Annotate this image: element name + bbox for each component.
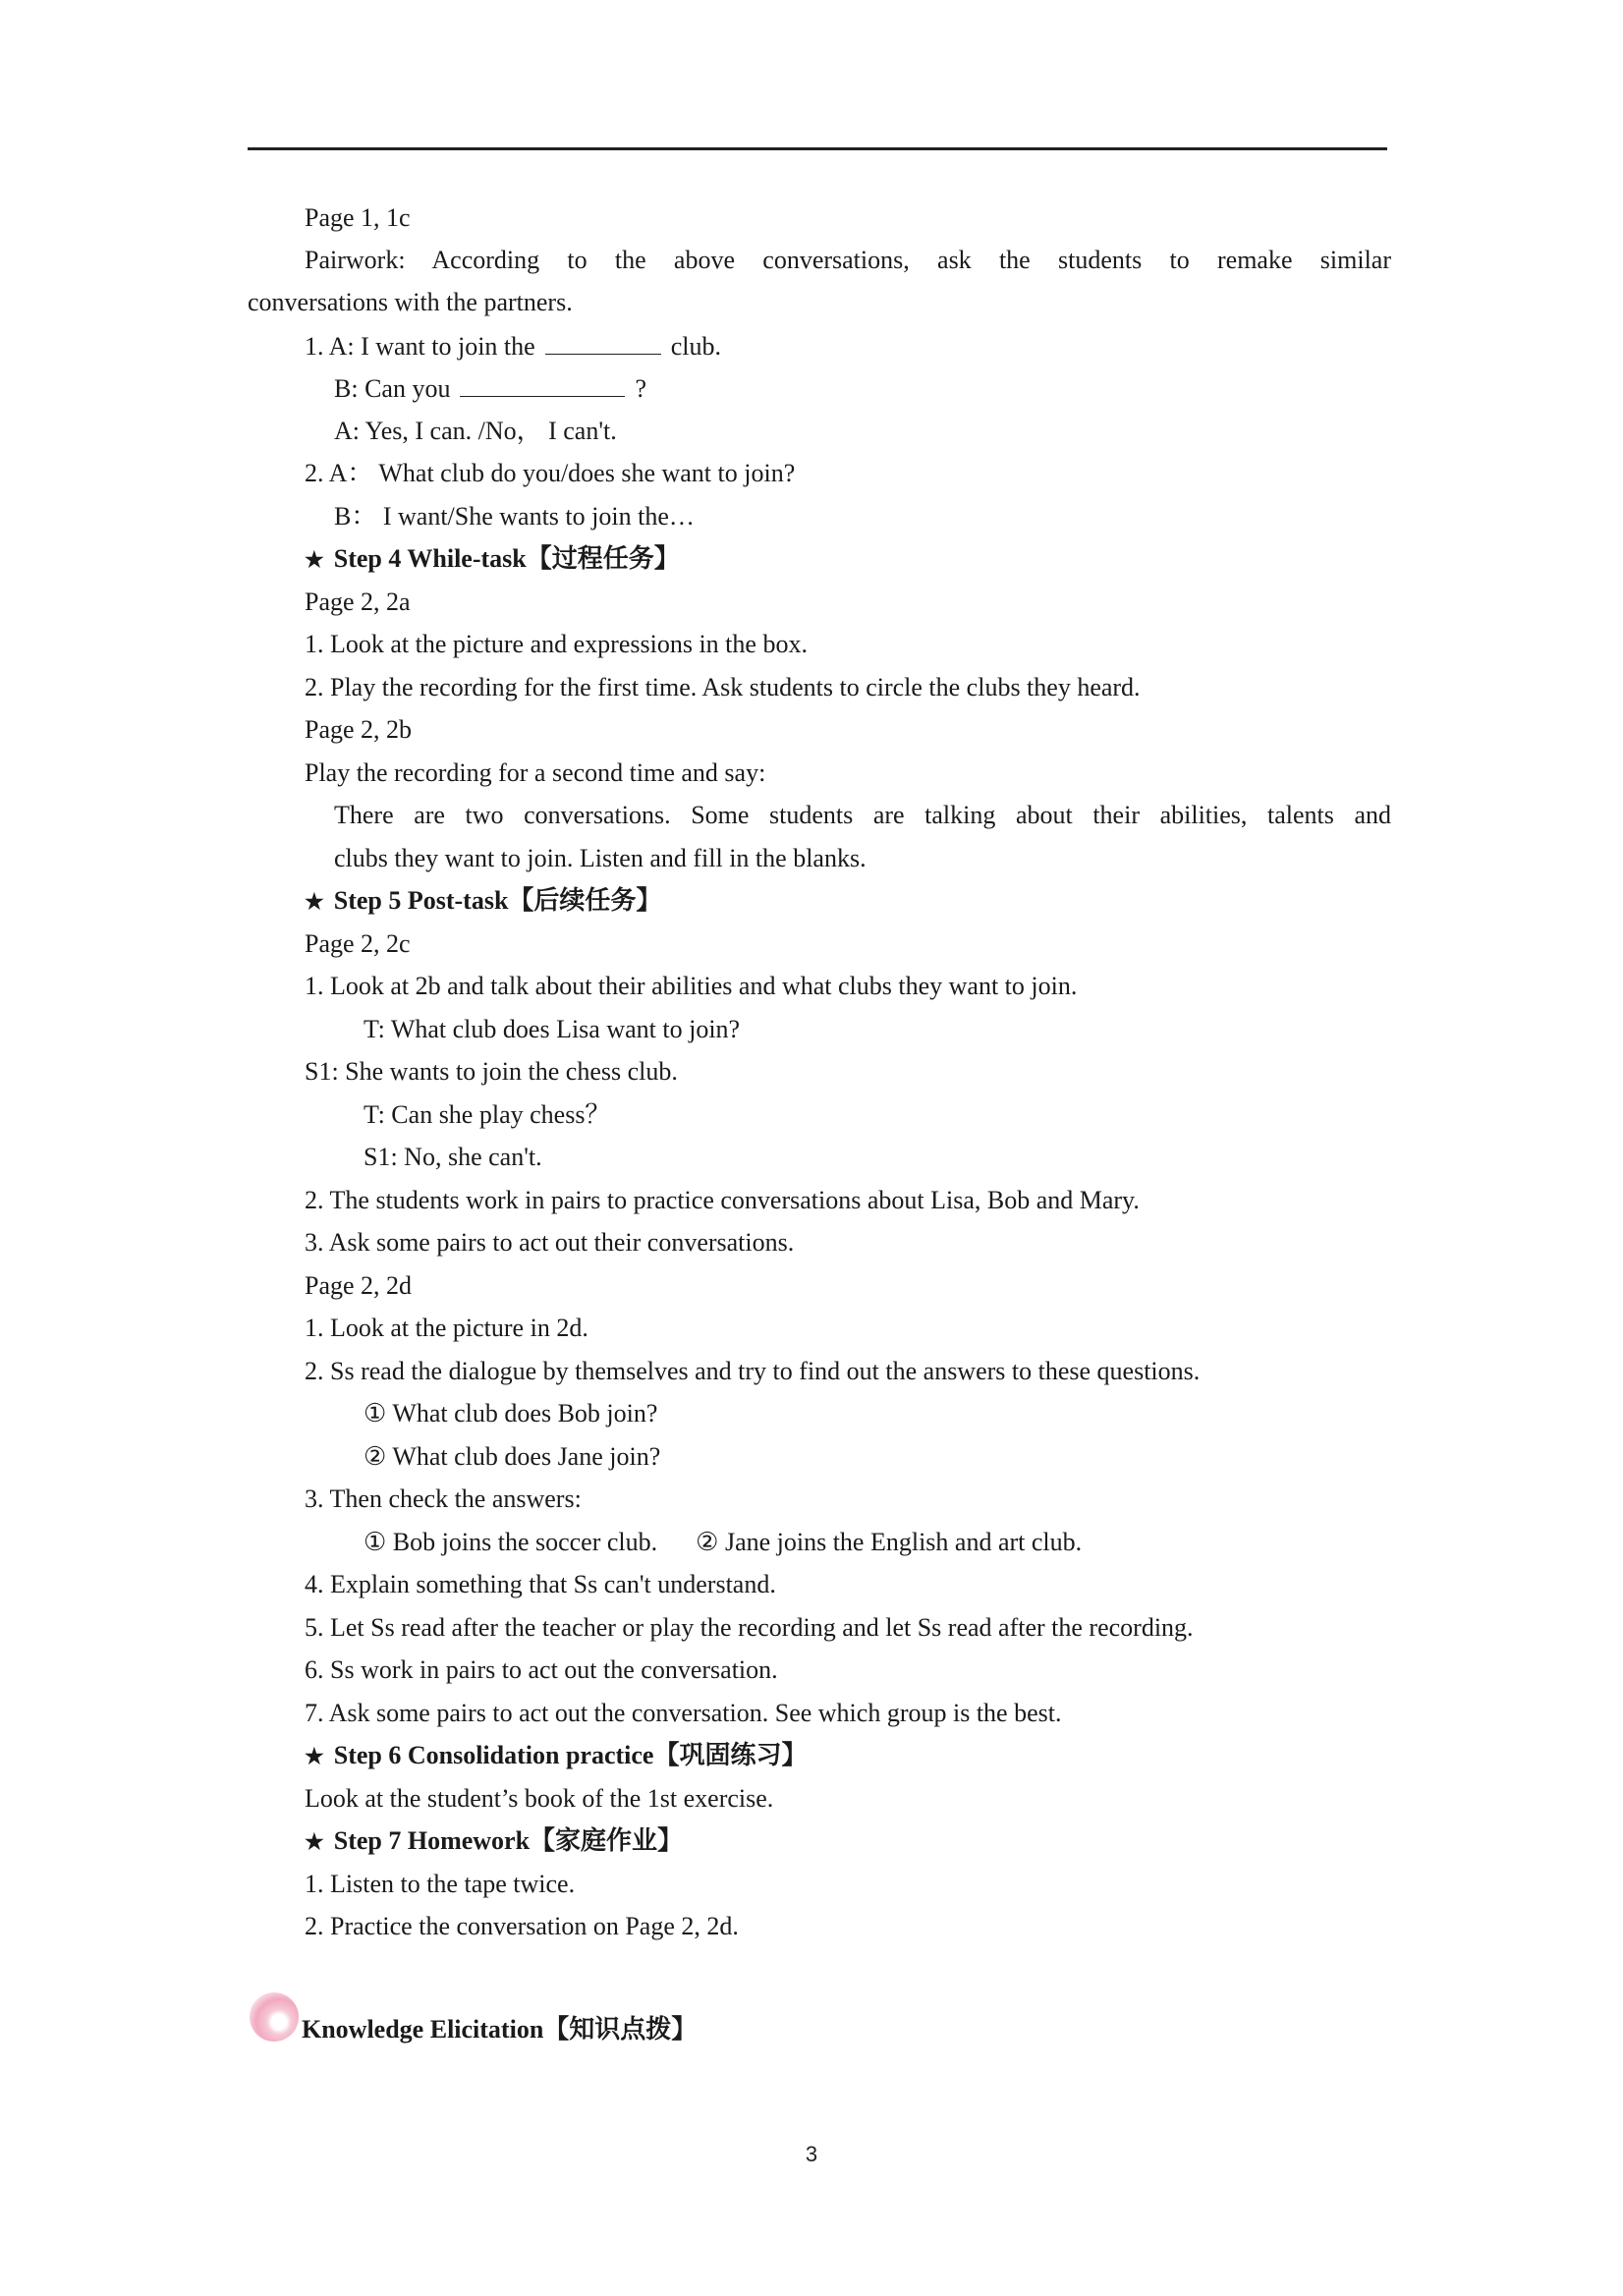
- question-item: ① What club does Bob join?: [364, 1399, 658, 1428]
- step4-title: Step 4 While-task【过程任务】: [333, 544, 680, 573]
- step7-heading: [305, 1825, 683, 1858]
- list-item: clubs they want to join. Listen and fill in the blanks.: [334, 844, 867, 872]
- conv1-b-end: ?: [635, 374, 646, 403]
- conv1-b: [334, 372, 646, 405]
- conv2-a: 2. A： What club do you/does she want to join?: [305, 459, 796, 487]
- pairwork-line-1: Pairwork: According to the above conversations, ask the students to remake similar: [305, 246, 1391, 274]
- conv2-b: B： I want/She wants to join the…: [334, 502, 695, 531]
- dialogue-line: S1: No, she can't.: [364, 1143, 542, 1171]
- step6-heading: [305, 1740, 807, 1772]
- list-item: 1. Look at the picture in 2d.: [305, 1314, 588, 1342]
- list-item: 1. Look at the picture and expressions in the box.: [305, 630, 808, 658]
- page-ref-1c: Page 1, 1c: [305, 203, 411, 232]
- list-item: 4. Explain something that Ss can't understand.: [305, 1570, 776, 1598]
- step4-heading: [305, 543, 680, 576]
- page-ref-2a: Page 2, 2a: [305, 588, 411, 616]
- conv1-a2: A: Yes, I can. /No， I can't.: [334, 417, 617, 445]
- list-item: There are two conversations. Some students are talking about their abilities, talents and: [334, 801, 1391, 829]
- fill-blank: [460, 372, 625, 397]
- dialogue-line: S1: She wants to join the chess club.: [305, 1057, 678, 1086]
- list-item: Look at the student’s book of the 1st exercise.: [305, 1784, 774, 1813]
- step6-title: Step 6 Consolidation practice【巩固练习】: [333, 1741, 808, 1769]
- question-item: ② What club does Jane join?: [364, 1442, 661, 1471]
- list-item: 2. Practice the conversation on Page 2, 2d.: [305, 1912, 739, 1940]
- star-icon: ★: [305, 1829, 324, 1854]
- pairwork-line-2: conversations with the partners.: [248, 288, 573, 316]
- knowledge-heading: Knowledge Elicitation【知识点拨】: [302, 2015, 698, 2044]
- conv1-a-end: club.: [670, 332, 721, 361]
- conv1-a-text: 1. A: I want to join the: [305, 332, 535, 361]
- conv1-a: [305, 330, 721, 363]
- step5-heading: [305, 885, 661, 918]
- flower-icon: [250, 1992, 299, 2042]
- page-ref-2d: Page 2, 2d: [305, 1271, 413, 1300]
- list-item: 6. Ss work in pairs to act out the conversation.: [305, 1655, 778, 1684]
- step5-title: Step 5 Post-task【后续任务】: [333, 886, 662, 915]
- list-item: Play the recording for a second time and say:: [305, 758, 766, 787]
- list-item: 1. Look at 2b and talk about their abilities and what clubs they want to join.: [305, 972, 1078, 1000]
- page-ref-2b: Page 2, 2b: [305, 715, 413, 744]
- star-icon: ★: [305, 889, 324, 914]
- header-rule: [248, 147, 1387, 150]
- fill-blank: [545, 330, 661, 355]
- list-item: 3. Then check the answers:: [305, 1484, 582, 1513]
- list-item: 7. Ask some pairs to act out the conversation. See which group is the best.: [305, 1699, 1062, 1727]
- list-item: 3. Ask some pairs to act out their conversations.: [305, 1228, 795, 1257]
- answer-line: ① Bob joins the soccer club. ② Jane joins the English and art club.: [364, 1528, 1083, 1556]
- step7-title: Step 7 Homework【家庭作业】: [333, 1826, 684, 1855]
- dialogue-line: T: Can she play chess？: [364, 1100, 611, 1129]
- list-item: 2. Ss read the dialogue by themselves and try to find out the answers to these questions.: [305, 1357, 1201, 1385]
- list-item: 2. Play the recording for the first time. Ask students to circle the clubs they heard.: [305, 673, 1141, 701]
- star-icon: ★: [305, 1744, 324, 1768]
- page-ref-2c: Page 2, 2c: [305, 929, 411, 958]
- list-item: 2. The students work in pairs to practice conversations about Lisa, Bob and Mary.: [305, 1186, 1140, 1214]
- page-number: 3: [805, 2142, 818, 2166]
- star-icon: ★: [305, 547, 324, 572]
- list-item: 5. Let Ss read after the teacher or play the recording and let Ss read after the recording.: [305, 1613, 1194, 1642]
- dialogue-line: T: What club does Lisa want to join?: [364, 1015, 741, 1043]
- list-item: 1. Listen to the tape twice.: [305, 1870, 576, 1898]
- conv1-b-text: B: Can you: [334, 374, 451, 403]
